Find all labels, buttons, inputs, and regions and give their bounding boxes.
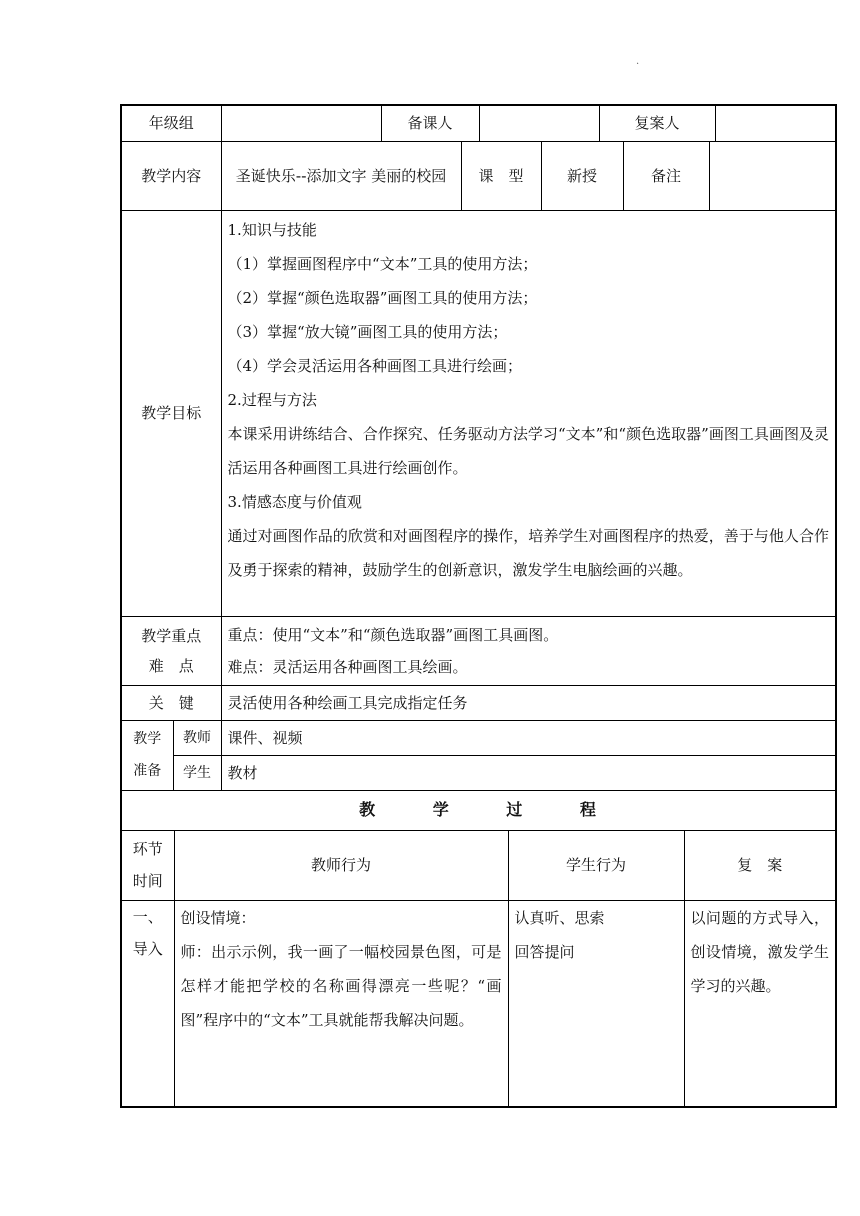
student-action-cell [508, 901, 684, 1107]
attitude-title: 3.情感态度与价值观 [227, 493, 362, 511]
objective-line: （3）掌握“放大镜”画图工具的使用方法； [227, 323, 508, 341]
key-points-label-line2: 难 点 [148, 656, 194, 675]
review-header: 复 案 [684, 831, 836, 901]
stage-line2: 导入 [132, 940, 163, 958]
student-prep-label: 学生 [173, 755, 221, 790]
reviewer-label: 复案人 [599, 105, 715, 141]
stage-header-line2: 时间 [132, 872, 163, 891]
teacher-action-text: 师：出示示例，我一画了一幅校园景色图，可是怎样才能把学校的名称画得漂亮一些呢？“画图”程序中的“文本”工具就能帮我解决问题。 [180, 943, 502, 1029]
type-label: 课 型 [461, 142, 541, 211]
grade-group-value[interactable] [221, 105, 381, 141]
objective-line: 1.知识与技能 [227, 221, 317, 239]
method-paragraph: 本课采用讲练结合、合作探究、任务驱动方法学习“文本”和“颜色选取器”画图工具画图及灵活运用各种画图工具进行绘画创作。 [227, 425, 830, 477]
process-table [120, 831, 837, 1108]
lesson-plan-page [120, 104, 835, 1108]
process-title-char: 学 [432, 800, 451, 819]
review-text: 以问题的方式导入，创设情境，激发学生学习的兴趣。 [690, 909, 829, 995]
teacher-prep-label: 教师 [173, 720, 221, 755]
key-link-value: 灵活使用各种绘画工具完成指定任务 [221, 685, 836, 720]
preparer-value[interactable] [479, 105, 599, 141]
page-dot: . [636, 56, 640, 67]
stage-cell [121, 901, 174, 1107]
process-title-char: 教 [359, 800, 378, 819]
objective-line: （4）学会灵活运用各种画图工具进行绘画； [227, 357, 523, 375]
grade-group-label: 年级组 [121, 105, 221, 141]
objectives-content [221, 211, 836, 616]
content-label: 教学内容 [121, 142, 221, 211]
content-table [120, 142, 837, 212]
key-points-content [221, 616, 836, 685]
stage-time-header [121, 831, 174, 901]
teacher-action-header: 教师行为 [174, 831, 508, 901]
teacher-action-cell [174, 901, 508, 1107]
key-points-label [121, 616, 221, 685]
reviewer-value[interactable] [715, 105, 836, 141]
process-title-char: 程 [579, 800, 598, 819]
review-cell [684, 901, 836, 1107]
teacher-action-title: 创设情境： [180, 909, 256, 927]
preparation-label-line2: 准备 [133, 763, 162, 779]
student-action-header: 学生行为 [508, 831, 684, 901]
objectives-label: 教学目标 [121, 211, 221, 616]
key-points-label-line1: 教学重点 [141, 626, 202, 645]
preparer-label: 备课人 [381, 105, 479, 141]
type-value: 新授 [541, 142, 623, 211]
student-action-line2: 回答提问 [514, 943, 575, 961]
attitude-paragraph: 通过对画图作品的欣赏和对画图程序的操作，培养学生对画图程序的热爱，善于与他人合作及勇于探索的精神，鼓励学生的创新意识，激发学生电脑绘画的兴趣。 [227, 527, 830, 579]
process-title [121, 790, 836, 830]
notes-value[interactable] [709, 142, 836, 211]
process-title-char: 过 [506, 800, 525, 819]
key-point-text: 重点：使用“文本”和“颜色选取器”画图工具画图。 [227, 625, 559, 644]
stage-header-line1: 环节 [132, 840, 163, 859]
objective-line: （2）掌握“颜色选取器”画图工具的使用方法； [227, 289, 538, 307]
teacher-prep-value: 课件、视频 [221, 720, 836, 755]
stage-line1: 一、 [132, 908, 163, 926]
header-table [120, 104, 837, 142]
content-value: 圣诞快乐--添加文字 美丽的校园 [221, 142, 461, 211]
objective-line: （1）掌握画图程序中“文本”工具的使用方法； [227, 255, 538, 273]
difficult-point-text: 难点：灵活运用各种画图工具绘画。 [227, 657, 468, 676]
body-table [120, 211, 837, 831]
student-prep-value: 教材 [221, 755, 836, 790]
preparation-label-line1: 教学 [133, 731, 162, 747]
notes-label: 备注 [623, 142, 709, 211]
key-link-label: 关 键 [121, 685, 221, 720]
objective-line: 2.过程与方法 [227, 391, 317, 409]
preparation-label [121, 720, 173, 790]
student-action-line1: 认真听、思索 [514, 909, 605, 927]
